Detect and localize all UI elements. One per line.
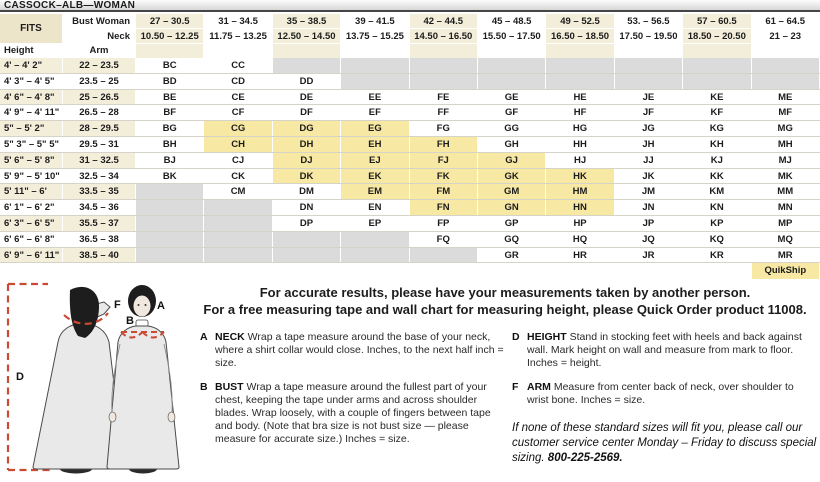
size-cell: BK [136,169,204,184]
size-cell [615,58,683,73]
size-cell [273,58,341,73]
size-cell: FG [410,121,478,136]
size-cell [752,74,820,89]
height-cell: 5" 3" – 5" 5" [0,137,63,152]
instruction-term: NECK [215,331,245,343]
size-cell [341,74,409,89]
size-cell: JF [615,105,683,120]
instruction-body: Measure from center back of neck, over shoulder to wrist bone. Inches = size. [527,381,794,406]
size-cell: HM [546,184,614,199]
neck-range-cell: 12.50 – 14.50 [273,29,341,44]
size-cell: JK [615,169,683,184]
instruction-term: HEIGHT [527,331,567,343]
bust-header-row [0,14,820,29]
figure-label-neck: A [157,300,165,312]
bust-range-cell: 42 – 44.5 [410,14,478,29]
size-cell: DM [273,184,341,199]
figure-label-arm: F [114,299,121,311]
size-cell: HE [546,90,614,105]
measurement-figure-illustration [0,280,195,482]
instruction-body: Wrap a tape measure around the fullest part of your chest, keeping the tape under arms and across shoulder blades. Wrap loosely, with a couple of fingers between tape and body. (Note that bra size is not bust size — please measure for accurate size.) Inches = size. [215,381,491,445]
title-bar [0,0,820,12]
size-cell: FH [410,137,478,152]
header-stripe-cell [204,44,272,58]
size-cell: BH [136,137,204,152]
size-table-row [0,232,820,248]
bust-range-cell: 49 – 52.5 [546,14,614,29]
page-title: CASSOCK–ALB—WOMAN [4,0,136,11]
quikship-row [0,263,820,279]
size-cell: CF [204,105,272,120]
size-cell: KE [683,90,751,105]
size-cell: BC [136,58,204,73]
size-cell: KR [683,248,751,263]
size-cell: GP [478,216,546,231]
neck-range-cell: 15.50 – 17.50 [478,29,546,44]
size-cell: HK [546,169,614,184]
size-cell: GG [478,121,546,136]
size-cell: JJ [615,153,683,168]
size-table-row [0,74,820,90]
size-cell: MJ [752,153,820,168]
figure-label-bust: B [126,315,134,327]
arm-cell: 29.5 – 31 [63,137,136,152]
bust-range-cell: 39 – 41.5 [341,14,409,29]
size-cell: HP [546,216,614,231]
size-cell [410,58,478,73]
size-cell: DH [273,137,341,152]
size-cell: DE [273,90,341,105]
size-table-row [0,137,820,153]
neck-range-cell: 17.50 – 19.50 [615,29,683,44]
header-stripe-cell [273,44,341,58]
neck-range-cell: 10.50 – 12.25 [136,29,204,44]
size-cell: KM [683,184,751,199]
bust-range-cell: 61 – 64.5 [752,14,820,29]
size-cell: CH [204,137,272,152]
size-table-row [0,90,820,106]
arm-cell: 34.5 – 36 [63,200,136,215]
size-table-row [0,216,820,232]
size-cell: GF [478,105,546,120]
size-table-row [0,169,820,185]
size-cell [683,58,751,73]
right-figure-robe [107,326,179,469]
size-cell: EM [341,184,409,199]
size-cell: KN [683,200,751,215]
size-cell: MK [752,169,820,184]
size-cell: FF [410,105,478,120]
right-figure-face [134,296,151,317]
size-cell: JR [615,248,683,263]
size-cell: GK [478,169,546,184]
bust-range-cell: 45 – 48.5 [478,14,546,29]
size-cell: KP [683,216,751,231]
size-cell: BE [136,90,204,105]
size-cell [341,248,409,263]
size-cell: HJ [546,153,614,168]
intro-line-2: For a free measuring tape and wall chart for measuring height, please Quick Order product 11008. [203,302,807,317]
fits-header-cell: FITS [0,14,63,44]
neck-range-cell: 16.50 – 18.50 [546,29,614,44]
height-cell: 6' 6" – 6' 8" [0,232,63,247]
size-cell: DP [273,216,341,231]
neck-range-cells [136,29,820,44]
height-column-label: Height [0,44,63,58]
header-stripe-cell [136,44,204,58]
size-table-row [0,58,820,74]
size-cell: MR [752,248,820,263]
instruction-arm [512,381,818,407]
bust-range-cells [136,14,820,29]
size-cell: DD [273,74,341,89]
size-cell: KF [683,105,751,120]
size-cell: KJ [683,153,751,168]
size-cell: CC [204,58,272,73]
size-cell: BD [136,74,204,89]
size-table-body [0,58,820,263]
instruction-text [215,331,504,370]
size-cell: KG [683,121,751,136]
size-cell: EK [341,169,409,184]
size-cell: HR [546,248,614,263]
height-cell: 4' 6" – 4' 8" [0,90,63,105]
figure-label-height: D [16,371,24,383]
size-cell [204,216,272,231]
hand [168,412,175,422]
size-cell: JP [615,216,683,231]
size-cell [478,74,546,89]
size-table-row [0,153,820,169]
eye [138,304,140,306]
instruction-term: BUST [215,381,244,393]
size-cell: EG [341,121,409,136]
height-arm-header-row [0,44,820,58]
header-stripe-cell [410,44,478,58]
bust-range-cell: 53. – 56.5 [615,14,683,29]
size-cell [204,200,272,215]
size-cell: JG [615,121,683,136]
size-cell [136,184,204,199]
instruction-height [512,331,818,370]
height-cell: 6' 1" – 6' 2" [0,200,63,215]
header-stripe-cell [341,44,409,58]
header-stripe-cell [478,44,546,58]
size-cell: GE [478,90,546,105]
header-stripe-cell [615,44,683,58]
size-cell [204,248,272,263]
size-cell: MP [752,216,820,231]
instruction-text [215,381,504,446]
measuring-intro [190,284,820,318]
instruction-letter: B [200,381,208,393]
arm-cell: 35.5 – 37 [63,216,136,231]
height-cell: 6' 3" – 6' 5" [0,216,63,231]
bust-row-label: Bust Woman [63,14,136,29]
size-cell: DG [273,121,341,136]
size-cell: MM [752,184,820,199]
header-stripe-cells [136,44,820,58]
size-cell: GM [478,184,546,199]
instruction-letter: D [512,331,520,343]
instructions-left-column [200,331,504,457]
size-cell [273,248,341,263]
instruction-body: Wrap a tape measure around the base of your neck, where a shirt collar would close. Inches, to the next half inch = size. [215,331,504,369]
instruction-bust [200,381,504,446]
header-stripe-cell [546,44,614,58]
size-cell: EH [341,137,409,152]
header-stripe-cell [752,44,820,58]
size-table-row [0,200,820,216]
quikship-badge: QuikShip [752,263,820,279]
height-cell: 5" – 5' 2" [0,121,63,136]
size-cell [204,232,272,247]
size-cell: HN [546,200,614,215]
size-cell [478,58,546,73]
size-cell: EE [341,90,409,105]
special-sizing-note [512,421,818,466]
size-cell: MN [752,200,820,215]
height-cell: 5' 6" – 5' 8" [0,153,63,168]
instructions-right-column [512,331,818,466]
size-table-row [0,105,820,121]
neck-range-cell: 11.75 – 13.25 [204,29,272,44]
arm-cell: 26.5 – 28 [63,105,136,120]
instruction-letter: F [512,381,519,393]
hand [109,412,116,422]
arm-cell: 23.5 – 25 [63,74,136,89]
size-cell [410,74,478,89]
size-cell: CM [204,184,272,199]
size-cell: HG [546,121,614,136]
size-cell: KQ [683,232,751,247]
neck-range-cell: 14.50 – 16.50 [410,29,478,44]
size-cell: HH [546,137,614,152]
size-cell: HQ [546,232,614,247]
size-cell [341,232,409,247]
size-cell: FM [410,184,478,199]
bust-range-cell: 35 – 38.5 [273,14,341,29]
height-cell: 4' 3" – 4' 5" [0,74,63,89]
size-cell: JE [615,90,683,105]
size-cell [546,74,614,89]
size-cell: BJ [136,153,204,168]
instruction-body: Stand in stocking feet with heels and back against wall. Mark height on wall and measure from mark to floor. Inches = height. [527,331,802,369]
height-cell: 5' 11" – 6' [0,184,63,199]
size-chart-table [0,14,820,279]
size-cell [341,58,409,73]
size-cell: KH [683,137,751,152]
size-cell: FJ [410,153,478,168]
size-cell: DJ [273,153,341,168]
bust-range-cell: 31 – 34.5 [204,14,272,29]
size-cell [136,232,204,247]
neck-header-row [0,29,820,44]
arm-cell: 25 – 26.5 [63,90,136,105]
size-cell: EJ [341,153,409,168]
size-cell: FQ [410,232,478,247]
instruction-letter: A [200,331,208,343]
size-cell: GQ [478,232,546,247]
size-cell [615,74,683,89]
size-cell: DN [273,200,341,215]
size-cell: GR [478,248,546,263]
size-cell: ME [752,90,820,105]
size-cell: EN [341,200,409,215]
instruction-text [527,381,818,407]
size-cell: BG [136,121,204,136]
size-cell: DK [273,169,341,184]
instruction-neck [200,331,504,370]
arm-cell: 38.5 – 40 [63,248,136,263]
arm-cell: 28 – 29.5 [63,121,136,136]
arm-cell: 31 – 32.5 [63,153,136,168]
size-cell: EP [341,216,409,231]
size-cell: DF [273,105,341,120]
header-stripe-cell [683,44,751,58]
size-cell: FK [410,169,478,184]
size-cell [136,216,204,231]
arm-cell: 32.5 – 34 [63,169,136,184]
size-cell: MH [752,137,820,152]
size-cell: FN [410,200,478,215]
size-cell: KK [683,169,751,184]
figure-svg [0,280,195,482]
size-cell: JH [615,137,683,152]
size-cell [546,58,614,73]
arm-cell: 33.5 – 35 [63,184,136,199]
size-cell [273,232,341,247]
size-cell: MF [752,105,820,120]
size-cell: CD [204,74,272,89]
size-cell: GJ [478,153,546,168]
neck-range-cell: 18.50 – 20.50 [683,29,751,44]
instruction-text [527,331,818,370]
size-cell: CE [204,90,272,105]
size-table-row [0,248,820,264]
size-cell: HF [546,105,614,120]
arm-column-label: Arm [63,44,136,58]
height-cell: 4' 9" – 4' 11" [0,105,63,120]
size-cell: CJ [204,153,272,168]
size-cell: JM [615,184,683,199]
size-table-row [0,121,820,137]
size-cell [752,58,820,73]
arm-cell: 36.5 – 38 [63,232,136,247]
size-cell: JN [615,200,683,215]
size-cell: CK [204,169,272,184]
intro-line-1: For accurate results, please have your measurements taken by another person. [259,285,751,300]
size-cell: JQ [615,232,683,247]
size-cell: MQ [752,232,820,247]
size-cell: GN [478,200,546,215]
phone-number: 800-225-2569. [547,452,623,464]
size-cell [683,74,751,89]
neck-range-cell: 13.75 – 15.25 [341,29,409,44]
size-cell: FP [410,216,478,231]
height-cell: 4' – 4' 2" [0,58,63,73]
instruction-term: ARM [527,381,551,393]
height-cell: 5' 9" – 5' 10" [0,169,63,184]
size-cell [410,248,478,263]
note-text: If none of these standard sizes will fit you, please call our customer service center Monday – Friday to discuss special sizing. [512,422,817,464]
size-cell: CG [204,121,272,136]
arm-cell: 22 – 23.5 [63,58,136,73]
size-table-row [0,184,820,200]
size-cell: BF [136,105,204,120]
neck-row-label: Neck [63,29,136,44]
bust-range-cell: 27 – 30.5 [136,14,204,29]
size-cell: GH [478,137,546,152]
height-cell: 6' 9" – 6' 11" [0,248,63,263]
neck-range-cell: 21 – 23 [752,29,820,44]
size-cell: MG [752,121,820,136]
eye [145,304,147,306]
size-cell: EF [341,105,409,120]
size-cell: FE [410,90,478,105]
size-cell [136,248,204,263]
size-cell [136,200,204,215]
bust-range-cell: 57 – 60.5 [683,14,751,29]
